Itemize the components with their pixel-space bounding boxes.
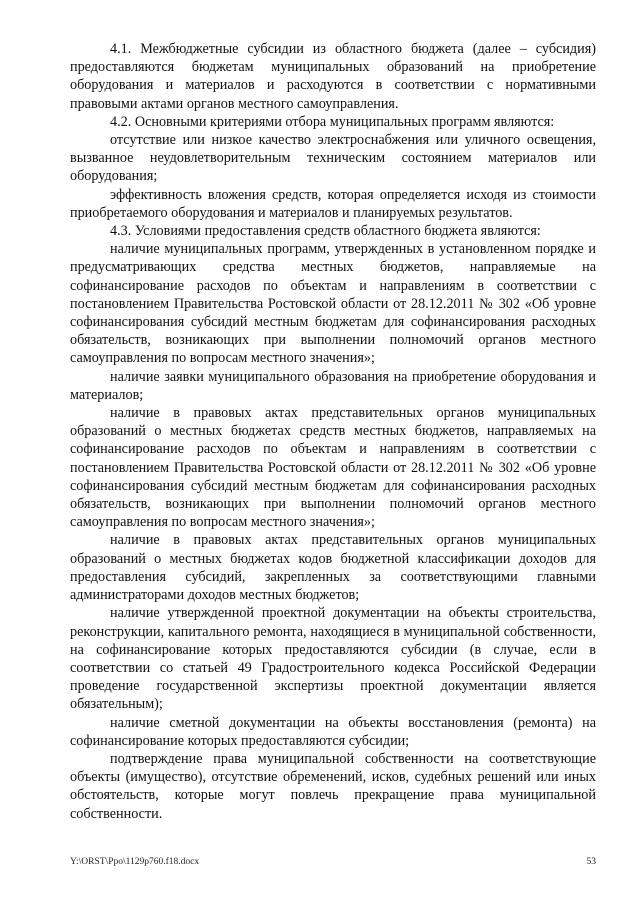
criterion-efficiency: эффективность вложения средств, которая определяется исходя из стоимости приобретаемого оборудования и материалов и планируемых результатов. — [70, 186, 596, 221]
footer-file-path: Y:\ORST\Ppo\1129p760.f18.docx — [70, 857, 200, 867]
condition-ownership-confirmation: подтверждение права муниципальной собственности на соответствующие объекты (имущество), отсутствие обременений, исков, судебных решений или иных обстоятельств, которые могут повлечь прекращение права муниципальной собственности. — [70, 750, 596, 822]
condition-local-budget-funds: наличие в правовых актах представительных органов муниципальных образований о местных бюджетах средств местных бюджетов, направляемых на софинансирование расходов по объектам и направлениям в соответствии с постановлением Правительства Ростовской области от 28.12.2011 № 302 «Об уровне софинансирования субсидий местным бюджетам для софинансирования расходных обязательств, возникающих при выполнении полномочий органов местного самоуправления по вопросам местного значения»; — [70, 405, 596, 531]
condition-application: наличие заявки муниципального образования на приобретение оборудования и материалов; — [70, 368, 596, 403]
document-body — [70, 40, 596, 823]
paragraph-4-3: 4.3. Условиями предоставления средств областного бюджета являются: — [110, 223, 541, 240]
footer-page-number: 53 — [586, 857, 596, 867]
paragraph-4-2: 4.2. Основными критериями отбора муниципальных программ являются: — [110, 113, 555, 130]
condition-estimate-documentation: наличие сметной документации на объекты восстановления (ремонта) на софинансирование которых предоставляются субсидии; — [70, 714, 596, 749]
paragraph-4-1: 4.1. Межбюджетные субсидии из областного бюджета (далее – субсидия) предоставляются бюджетам муниципальных образований на приобретение оборудования и материалов и расходуются в соответствии с нормативными правовыми актами органов местного самоуправления. — [70, 41, 596, 112]
criterion-power-supply: отсутствие или низкое качество электроснабжения или уличного освещения, вызванное неудовлетворительным техническим состоянием материалов или оборудования; — [70, 132, 596, 185]
condition-municipal-programs: наличие муниципальных программ, утвержденных в установленном порядке и предусматривающих средства местных бюджетов, направляемые на софинансирование расходов по объектам и направлениям в соответствии с постановлением Правительства Ростовской области от 28.12.2011 № 302 «Об уровне софинансирования субсидий местным бюджетам для софинансирования расходных обязательств, возникающих при выполнении полномочий органов местного самоуправления по вопросам местного значения»; — [70, 241, 596, 367]
condition-project-documentation: наличие утвержденной проектной документации на объекты строительства, реконструкции, капитального ремонта, находящиеся в муниципальной собственности, на софинансирование которых предоставляются субсидии (в случае, если в соответствии со статьей 49 Градостроительного кодекса Российской Федерации проведение государственной экспертизы проектной документации является обязательным); — [70, 605, 596, 713]
condition-budget-codes: наличие в правовых актах представительных органов муниципальных образований о местных бюджетах кодов бюджетной классификации доходов для предоставления субсидий, закрепленных за соответствующими главными администраторами доходов местных бюджетов; — [70, 532, 596, 604]
